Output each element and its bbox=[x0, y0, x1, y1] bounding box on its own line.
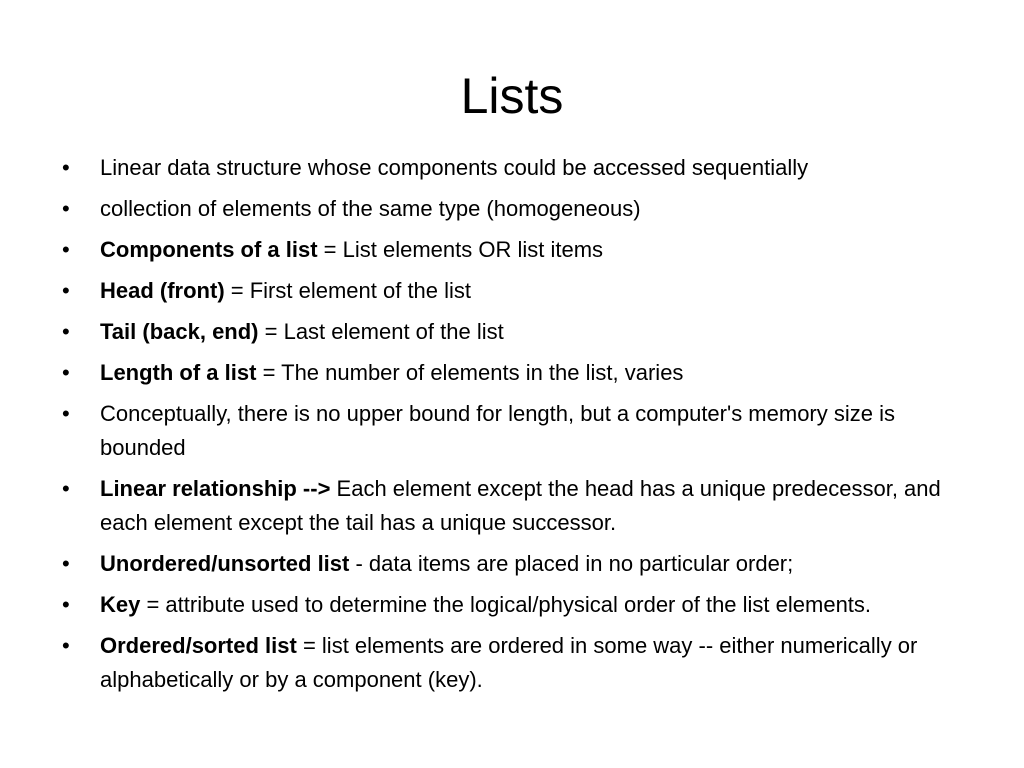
bullet-text: = The number of elements in the list, varies bbox=[256, 360, 684, 385]
bullet-term: Unordered/unsorted list bbox=[100, 551, 350, 576]
bullet-text: Linear data structure whose components could be accessed sequentially bbox=[100, 155, 809, 180]
bullet-term: Linear relationship --> bbox=[100, 476, 331, 501]
bullet-text: = First element of the list bbox=[224, 278, 472, 303]
bullet-item bbox=[62, 233, 962, 267]
bullet-item bbox=[62, 315, 962, 349]
bullet-icon: • bbox=[62, 360, 70, 385]
bullet-item bbox=[62, 547, 962, 581]
bullet-item bbox=[62, 629, 962, 697]
bullet-icon: • bbox=[62, 196, 70, 221]
bullet-item bbox=[62, 588, 962, 622]
bullet-item bbox=[62, 192, 962, 226]
bullet-icon: • bbox=[62, 278, 70, 303]
bullet-icon: • bbox=[62, 476, 70, 501]
bullet-text: Conceptually, there is no upper bound for length, but a computer's memory size is bounded bbox=[100, 401, 895, 460]
bullet-term: Ordered/sorted list bbox=[100, 633, 297, 658]
bullet-term: Length of a list bbox=[100, 360, 257, 385]
bullet-icon: • bbox=[62, 319, 70, 344]
bullet-term: Key bbox=[100, 592, 141, 617]
bullet-icon: • bbox=[62, 551, 70, 576]
bullet-item bbox=[62, 274, 962, 308]
bullet-icon: • bbox=[62, 155, 70, 180]
bullet-text: - data items are placed in no particular order; bbox=[349, 551, 794, 576]
bullet-text: collection of elements of the same type (homogeneous) bbox=[100, 196, 641, 221]
bullet-item bbox=[62, 356, 962, 390]
bullet-text: Each element except the head has a unique predecessor, and each element except the tail has a unique successor. bbox=[100, 476, 941, 535]
bullet-text: = Last element of the list bbox=[258, 319, 504, 344]
bullet-term: Components of a list bbox=[100, 237, 318, 262]
bullet-list bbox=[62, 151, 962, 704]
slide-title: Lists bbox=[460, 68, 564, 124]
bullet-term: Head (front) bbox=[100, 278, 225, 303]
bullet-icon: • bbox=[62, 401, 70, 426]
bullet-icon: • bbox=[62, 592, 70, 617]
bullet-text: = attribute used to determine the logical/physical order of the list elements. bbox=[140, 592, 872, 617]
bullet-icon: • bbox=[62, 237, 70, 262]
bullet-item bbox=[62, 472, 962, 540]
bullet-item bbox=[62, 151, 962, 185]
bullet-text: = list elements are ordered in some way -- either numerically or alphabetically or by a component (key). bbox=[100, 633, 918, 692]
bullet-term: Tail (back, end) bbox=[100, 319, 259, 344]
bullet-item bbox=[62, 397, 962, 465]
bullet-text: = List elements OR list items bbox=[317, 237, 604, 262]
bullet-icon: • bbox=[62, 633, 70, 658]
